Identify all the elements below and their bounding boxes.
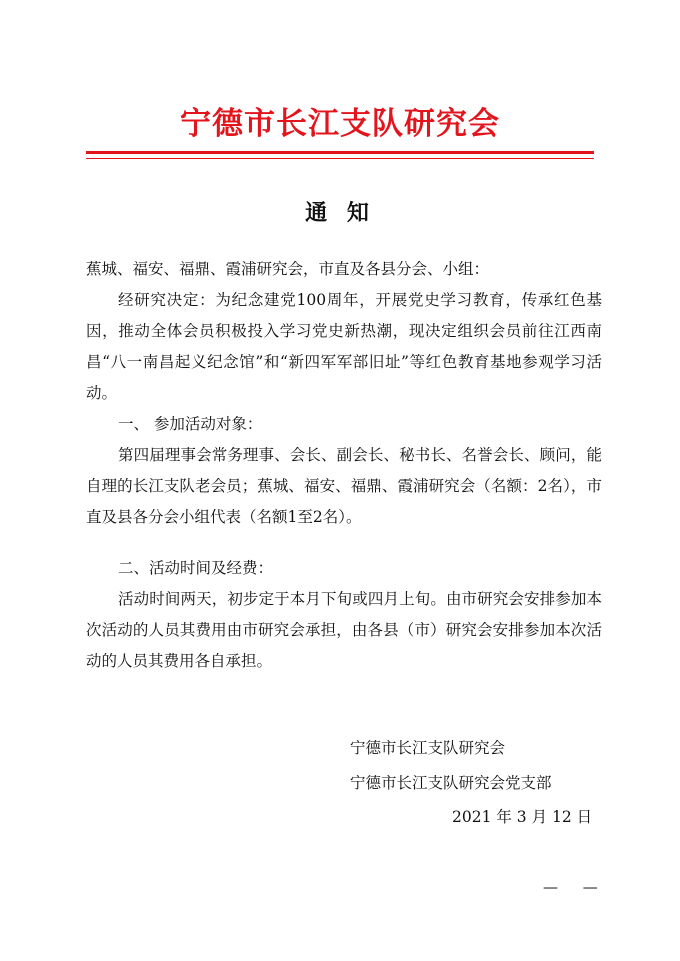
section-content-time-cost: 活动时间两天，初步定于本月下旬或四月上旬。由市研究会安排参加本次活动的人员其费用由市研究会承担，由各县（市）研究会安排参加本次活动的人员其费用各自承担。 — [86, 590, 602, 670]
intro-paragraph: 经研究决定：为纪念建党100周年，开展党史学习教育，传承红色基因，推动全体会员积极投入学习党史新热潮，现决定组织会员前往江西南昌“八一南昌起义纪念馆”和“新四军军部旧址”等红色教育基地参观学习活动。 — [86, 291, 602, 402]
signature-party-branch: 宁德市长江支队研究会党支部 — [350, 774, 552, 792]
section-heading-time-cost: 二、活动时间及经费： — [118, 559, 274, 577]
section-content-participants: 第四届理事会常务理事、会长、副会长、秘书长、名誉会长、顾问，能自理的长江支队老会员；蕉城、福安、福鼎、霞浦研究会（名额：2名），市直及县各分会小组代表（名额1至2名）。 — [86, 446, 602, 526]
organization-header: 宁德市长江支队研究会 — [180, 106, 500, 142]
header-rule-thin — [86, 158, 594, 159]
section-heading-participants: 一、 参加活动对象： — [118, 415, 263, 433]
signature-organization: 宁德市长江支队研究会 — [350, 739, 506, 757]
signature-date: 2021 年 3 月 12 日 — [452, 808, 593, 826]
salutation: 蕉城、福安、福鼎、霞浦研究会，市直及各县分会、小组： — [86, 260, 490, 278]
notice-title: 通 知 — [305, 201, 375, 226]
page-marker: — — — [543, 878, 608, 896]
header-rule-thick — [86, 151, 594, 154]
